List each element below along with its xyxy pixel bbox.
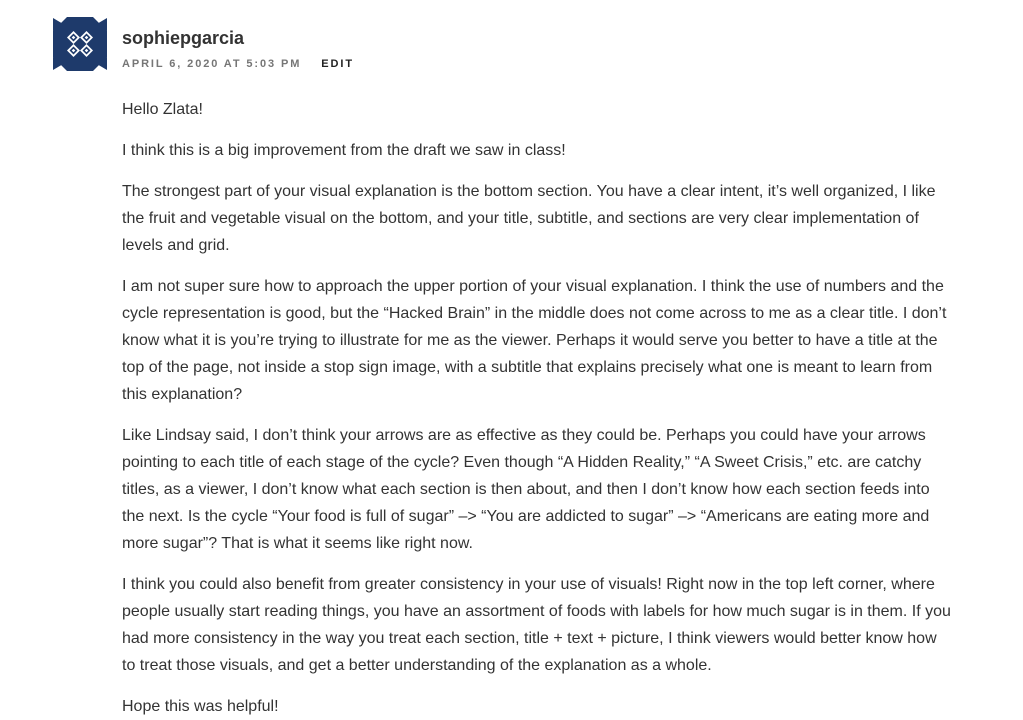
comment-paragraph: Hope this was helpful! xyxy=(122,697,279,715)
comment-metadata xyxy=(122,58,954,71)
comment-paragraph: I am not super sure how to approach the upper portion of your visual explanation. I think the use of numbers and the cycle representation is good, but the “Hacked Brain” in the middle does not come across to me as a clear title. I don’t know what it is you’re trying to illustrate for me as the viewer. Perhaps it would serve you better to have a title at the top of the page, not inside a stop sign image, with a subtitle that explains precisely what one is meant to learn from this explanation? xyxy=(122,277,947,403)
comment-date-link[interactable]: APRIL 6, 2020 AT 5:03 PM xyxy=(122,57,302,70)
identicon-quilt-icon xyxy=(53,17,107,71)
comment-edit-link[interactable]: EDIT xyxy=(321,57,354,70)
avatar xyxy=(53,17,107,71)
comment-paragraph: Hello Zlata! xyxy=(122,100,203,118)
comment-paragraph: Like Lindsay said, I don’t think your arrows are as effective as they could be. Perhaps you could have your arrows pointing to each title of each stage of the cycle? Even though “A Hidden Reality,” “A Sweet Crisis,” etc. are catchy titles, as a viewer, I don’t know what each section is then about, and then I don’t know how each section feeds into the next. Is the cycle “Your food is full of sugar” –> “You are addicted to sugar” –> “Americans are eating more and more sugar”? That is what it seems like right now. xyxy=(122,426,930,552)
comment-author-link[interactable]: sophiepgarcia xyxy=(122,28,245,48)
comment-paragraph: I think this is a big improvement from the draft we saw in class! xyxy=(122,141,566,159)
comment-content xyxy=(122,17,954,720)
comment-header xyxy=(122,28,954,71)
comment-paragraph: The strongest part of your visual explanation is the bottom section. You have a clear intent, it’s well organized, I like the fruit and vegetable visual on the bottom, and your title, subtitle, and sections are very clear implementation of levels and grid. xyxy=(122,182,936,254)
comment-body xyxy=(122,96,954,720)
comment-paragraph: I think you could also benefit from greater consistency in your use of visuals! Right now in the top left corner, where people usually start reading things, you have an assortment of foods with labels for how much sugar is in them. If you had more consistency in the way you treat each section, title + text + picture, I think viewers would better know how to treat those visuals, and get a better understanding of the explanation as a whole. xyxy=(122,575,951,674)
